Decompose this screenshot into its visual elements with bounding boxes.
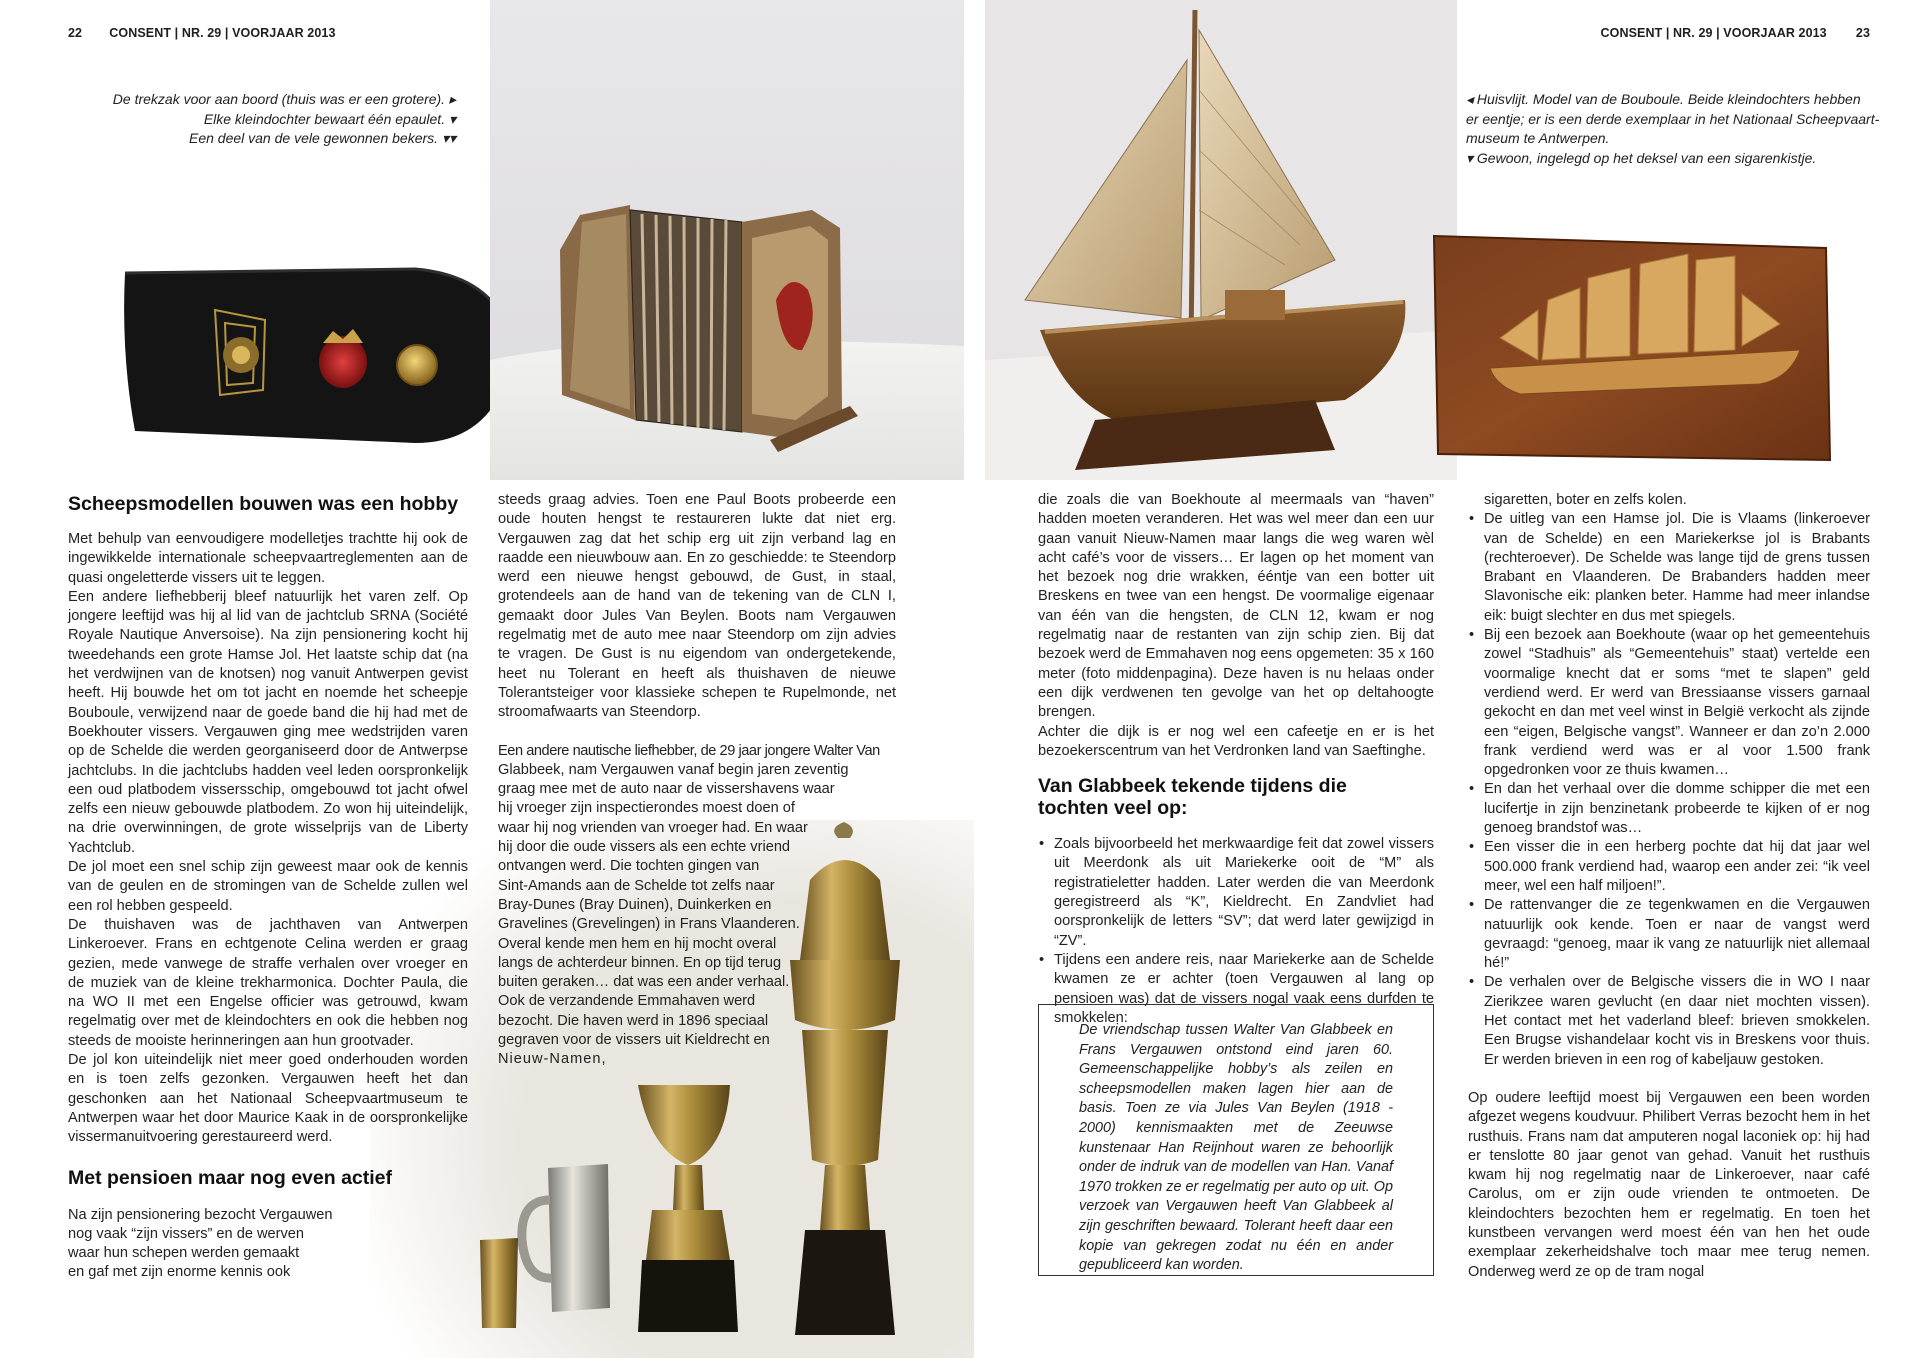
body-line: gegraven voor de vissers uit Kieldrecht en [498,1032,770,1049]
body-line: en gaf met zijn enorme kennis ook [68,1264,291,1281]
column-2 [498,491,896,1070]
body-line: Sint-Amands aan de Schelde tot zelfs naar [498,877,775,894]
right-page-header [1601,26,1871,40]
body-line: langs de achterdeur binnen. En op tijd terug [498,954,782,971]
column-3 [1038,491,1434,1028]
quote-box [1038,1004,1434,1276]
body-line: nog vaak “zijn vissers” en de werven [68,1225,305,1242]
ship-model-photo [985,0,1457,480]
page-number-left: 22 [68,26,83,40]
body-line: Overal kende men hem en hij mocht overal [498,935,777,952]
caption-left-line: Een deel van de vele gewonnen bekers. ▾▾ [188,130,456,146]
body-paragraph: De jol moet een snel schip zijn geweest maar ook de kennis van de geulen en de stromingen van de Schelde zullen wel een rol hebben gespeeld. [68,859,468,914]
quote-text: De vriendschap tussen Walter Van Glabbeek en Frans Vergauwen ontstond eind jaren 60. Gemeenschappelijke hobby’s als zeilen en scheepsmodellen maken lagen hier aan de basis. Toen ze via Jules Van Beylen (1918 - 2000) kennismaakten met de Zeeuwse kunstenaar Han Reijnhout waren ze behoorlijk onder de indruk van de modellen van Han. Vanaf 1970 trokken ze er regelmatig per auto op uit. Op verzoek van Vergauwen heeft Van Glabbeek al zijn geschriften bewaard. Tolerant heeft daar een kopie van gekregen zodat nu één en ander gepubliceerd kan worden. [1079,1022,1393,1274]
list-item: • De verhalen over de Belgische vissers die in WO I naar Zierikzee waren gevlucht (en daar niet mochten vissen). Het contact met het vaderland bleef: brieven smokkelen. Een Brugse vishandelaar kocht vis in Breskens voor thuis. Er werden brieven in een rog of kabeljauw gestoken. [1468,973,1870,1069]
body-paragraph: steeds graag advies. Toen ene Paul Boots probeerde een oude houten hengst te restaureren lukte dat niet erg. Vergauwen zag dat het schip erg uit zijn verband lag en raadde een nieuwbouw aan. En zo geschiedde: te Steendorp werd een nieuwe hengst gebouwd, de Gust, in staal, grotendeels aan de hand van de tekening van de CLN I, gemaakt door Jules Van Beylen. Boots nam Vergauwen regelmatig met de auto mee naar Steendorp om zijn advies te vragen. De Gust is nu eigendom van ondergetekende, heet nu Tolerant en heeft als thuishaven de nieuwe Tolerantsteiger voor klassieke schepen te Rupelmonde, net stroomafwaarts van Steendorp. [498,492,896,721]
body-paragraph: De thuishaven was de jachthaven van Antwerpen Linkeroever. Frans en echtgenote Celina werden er graag gezien, mede vanwege de straffe verhalen over vroeger en de muziek van de kleine trekharmonica. Dochter Paula, die na WO II met een Engelse officier was getrouwd, kwam regelmatig over met de kleindochters en ook die hebben nog steeds de mooiste herinneringen aan hun grootvader. [68,916,468,1049]
body-line: bezocht. Die haven werd in 1896 speciaal [498,1012,769,1029]
body-paragraph: Op oudere leeftijd moest bij Vergauwen een been worden afgezet wegens koudvuur. Philibert Verras bezocht hem in het rusthuis. Frans nam dat amputeren nogal laconiek op: hij had er tenslotte 80 jaar genot van gehad. Vanuit het rusthuis kwam hij nog regelmatig naar de Linkeroever, naar café Carolus, om er zijn oude vrienden te ontmoeten. De kleindochters bezochten hem er regelmatig. En toen het kunstbeen vervangen werd moest één van hen het oude exemplaar zekerheidshalve toch maar mee terug nemen. Onderweg werd ze op de tram nogal [1468,1089,1870,1280]
body-line: graag mee met de auto naar de vissershavens waar [498,781,835,798]
accordion-photo [490,0,964,480]
body-paragraph: Een andere liefhebberij bleef natuurlijk het varen zelf. Op jongere leeftijd was hij al lid van de jachtclub SRNA (Société Royale Nautique Anversoise). Na zijn pensionering kocht hij tweedehands een grote Hamse Jol. Het laatste schip dat (na het verdwijnen van de knotsen) nog vanuit Antwerpen gevist heeft. Hij bouwde het om tot jacht en noemde het scheepje Bouboule, verwijzend naar de goede band die hij had met de Boekhouter vissers. Vergauwen ging mee wedstrijden varen op de Schelde die werden georganiseerd door de Antwerpse jachtclubs. In die jachtclubs hadden veel leden oorspronkelijk een oud platbodem vissersschip, omgebouwd tot jacht ofwel zelfs een nieuw gebouwde platbodem. Zo won hij uiteindelijk, na drie overwinningen, de grote wisselprijs van de Liberty Yachtclub. [68,588,468,856]
section-heading: Van Glabbeek tekende tijdens die tochten veel op: [1038,775,1347,820]
inlaid-cigar-box-photo [1430,228,1832,468]
caption-right-line: ◂ Huisvlijt. Model van de Bouboule. Beide kleindochters hebben [1466,91,1861,107]
body-paragraph: Met behulp van eenvoudigere modelletjes trachtte hij ook de ingewikkelde internationale scheepvaartreglementen aan de quasi ongeletterde vissers uit te leggen. [68,531,468,586]
running-title-left: CONSENT | NR. 29 | VOORJAAR 2013 [109,26,336,40]
epaulette-photo [115,265,515,455]
body-paragraph: sigaretten, boter en zelfs kolen. [1484,492,1687,508]
body-paragraph: Achter die dijk is er nog wel een cafeetje en er is het bezoekerscentrum van het Verdronken land van Saeftinghe. [1038,723,1434,759]
body-line: ontvangen werd. Die tochten gingen van [498,858,760,875]
caption-right-line: ▾ Gewoon, ingelegd op het deksel van een sigarenkistje. [1466,149,1817,166]
list-item: • Een visser die in een herberg pochte dat hij dat jaar wel 500.000 frank verdiend had, waarop een ander zei: “ik veel meer, wel een half miljoen!”. [1468,838,1870,896]
body-line: Nieuw-Namen, [498,1051,607,1068]
body-line: Gravelines (Grevelingen) in Frans Vlaanderen. [498,916,800,933]
body-line: Een andere nautische liefhebber, de 29 jaar jongere Walter Van [498,742,880,759]
body-line: hij door die oude vissers als een echte vriend [498,839,791,856]
body-line: buiten geraken… dat was een ander verhaal. [498,974,790,991]
body-paragraph: De jol kon uiteindelijk niet meer goed onderhouden worden en is toen zelfs gezonken. Vergauwen heeft het dan geschonken aan het Nationaal Scheepvaartmuseum te Antwerpen waar het door Maurice Kaak in de oorspronkelijke vissermanuitvoering gerestaureerd werd. [68,1052,468,1146]
left-page-header [68,26,336,40]
caption-right-line: museum te Antwerpen. [1466,130,1610,146]
caption-left [80,90,456,149]
list-item: • De uitleg van een Hamse jol. Die is Vlaams (linkeroever van de Schelde) en een Mariekerkse jol is Brabants (rechteroever). De Schelde was lange tijd de grens tussen Brabant en Vlaanderen. De Brabanders hadden meer Slavonische eik: planken beter. Hamme had meer inlandse eik: buigt slechter en dus met spiegels. [1468,510,1870,626]
notes-list [1468,510,1870,1070]
caption-left-line: De trekzak voor aan boord (thuis was er een grotere). ▸ [112,91,456,107]
body-line: waar hij nog vrienden van vroeger had. En waar [498,819,808,836]
page-number-right: 23 [1855,26,1870,40]
list-item: • En dan het verhaal over die domme schipper die met een lucifertje in zijn benzinetank probeerde te kijken of er nog genoeg brandstof was… [1468,780,1870,838]
column-1 [68,493,468,1283]
section-heading: Met pensioen maar nog even actief [68,1166,393,1189]
caption-left-line: Elke kleindochter bewaart één epaulet. ▾ [203,110,456,127]
body-line: Bray-Dunes (Bray Duinen), Duinkerken en [498,896,772,913]
caption-right [1466,90,1880,168]
list-item: • Tijdens een andere reis, naar Mariekerke aan de Schelde kwamen ze er achter (toen Vergauwen al lang op pensioen was) dat de vissers nogal vaak eens durfden te smokkelen: [1038,951,1434,1028]
body-line: Glabbeek, nam Vergauwen vanaf begin jaren zeventig [498,761,849,778]
body-line: hij vroeger zijn inspectierondes moest doen of [498,800,795,817]
body-line: Ook de verzandende Emmahaven werd [498,993,756,1010]
notes-list [1038,835,1434,1028]
body-line: Na zijn pensionering bezocht Vergauwen [68,1206,333,1223]
list-item: • Bij een bezoek aan Boekhoute (waar op het gemeentehuis zowel “Stadhuis” als “Gemeentehuis” staat) vertelde een voormalige knecht dat er soms “met te slapen” geld verdiend werd. Er werd van Bressiaanse vissers garnaal gekocht en dan met veel winst in België verkocht als zijnde een “eigen, Belgische vangst”. Wanneer er dan zo’n 2.000 frank verdiend werd was er al voor 1.500 frank opgedronken voor ze thuis kwamen… [1468,626,1870,780]
column-4 [1468,491,1870,1282]
section-heading: Scheepsmodellen bouwen was een hobby [68,493,459,515]
body-paragraph: die zoals die van Boekhoute al meermaals van “haven” hadden moeten veranderen. Het was wel meer dan een uur gaan vanuit Nieuw-Namen maar langs die weg waren wèl acht café’s voor de vissers… Er lagen op het moment van het bezoek nog drie wrakken, ééntje van een botter uit Breskens en twee van een hengst. De voormalige eigenaar van één van die hengsten, de CLN 12, kwam er nog regelmatig naar de restanten van zijn schip zien. Bij dat bezoek werd de Emmahaven nog eens opgemeten: 35 x 160 meter (foto middenpagina). Deze haven is nu helaas onder een dijk verdwenen ten gevolge van het op deltahoogte brengen. [1038,492,1434,721]
list-item: • Zoals bijvoorbeeld het merkwaardige feit dat zowel vissers uit Meerdonk als uit Mariekerke ooit de “M” als registratieletter hadden. Later werden die van Meerdonk geregistreerd als “K”, Kieldrecht. En Zandvliet had oorspronkelijk de letters “SV”; dat werd later gewijzigd in “ZV”. [1038,835,1434,951]
caption-right-line: er eentje; er is een derde exemplaar in het Nationaal Scheepvaart- [1466,110,1880,127]
running-title-right: CONSENT | NR. 29 | VOORJAAR 2013 [1600,26,1827,40]
list-item: • De rattenvanger die ze tegenkwamen en die Vergauwen natuurlijk ook kende. Toen er naar de vangst werd gevraagd: “genoeg, maar ik vang ze natuurlijk niet allemaal hé!” [1468,896,1870,973]
body-line: waar hun schepen werden gemaakt [68,1245,300,1262]
